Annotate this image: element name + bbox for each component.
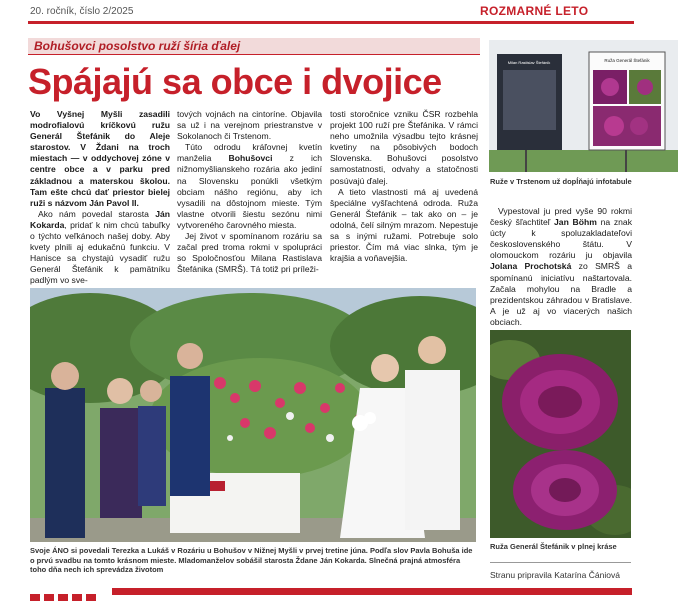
wedding-photo bbox=[30, 288, 476, 542]
divider bbox=[490, 562, 631, 563]
infoboard-photo bbox=[489, 40, 678, 172]
paragraph: A tieto vlastnosti má aj uvedená špeciálne vyšľachtená odroda. Ruža Generál Štefánik – tak ako on – je odolná, čelí silným mrazom. Nepestuje sa s inými ružami. Potrebuje solo priestor. Čím má viac slnka, tým je krajšia a voňavejšia. bbox=[330, 186, 478, 264]
rose-photo bbox=[490, 330, 631, 538]
headline: Spájajú sa obce i dvojice bbox=[28, 61, 442, 102]
article-column-3 bbox=[330, 109, 478, 264]
kicker-text: Bohušovci posolstvo ruží šíria ďalej bbox=[34, 39, 241, 53]
wedding-photo-caption: Svoje ÁNO si povedali Terezka a Lukáš v Rozáriu u Bohušov v Nižnej Myšli v prvej tretine júna. Podľa slov Pavla Bohuša ide o prvú svadbu na tomto krásnom mieste. Mladomanželov sobášil starosta Ždane Ján Kokarda. Slnečná prajná atmosféra toho dňa nech ich sprevádza životom bbox=[30, 546, 473, 575]
paragraph: Ako nám povedal starosta Ján Kokarda, pridať k nim chcú tabuľky o týchto veľkánoch našej doby. Aby kvety plnili aj edukačnú funkciu. V Hanisce sa chystajú vysadiť ružu Generál Štefánik k pamätníku padlým vo sve- bbox=[30, 208, 170, 286]
infoboard-photo-caption: Ruže v Trstenom už dopĺňajú infotabule bbox=[490, 177, 632, 186]
footer-stripes bbox=[30, 588, 632, 595]
page-credit: Stranu pripravila Katarína Čániová bbox=[490, 570, 620, 580]
paragraph: tových vojnách na cintoríne. Objavila sa už i na verejnom priestranstve v Sokolanoch či Trstenom. bbox=[177, 109, 322, 142]
article-column-4 bbox=[490, 206, 632, 328]
paragraph: Túto odrodu kráľovnej kvetín manželia Bohušovci z ich nižnomyšlianskeho rozária ako jediní na Slovensku ponúkli všetkým obciam nášho regiónu, aby ich vysadili na dôstojnom mieste. Tým vlastne otvorili šiestu sezónu nimi vytvoreného čarovného miesta. bbox=[177, 142, 323, 230]
article-column-1 bbox=[30, 109, 170, 287]
board-title-2: Ruža Generál Štefánik bbox=[604, 58, 650, 63]
lead-paragraph: Vo Vyšnej Myšli zasadili modrofialovú kríčkovú ružu Generál Štefánik do Aleje starostov. V Ždani na troch miestach — v oddychovej zóne v centre obce a v parku pred základnou a materskou školou. Tam ešte chcú dať priestor bielej ruži s názvom Ján Pavol II. bbox=[30, 109, 170, 208]
paragraph: Vypestoval ju pred vyše 90 rokmi český šľachtiteľ Jan Böhm na znak úcty k spoluzakladateľovi československého štátu. V olomouckom rozáriu ju objavila Jolana Prochotská zo SMRŠ a spomínanú iniciatívu naštartovala. Začala mohylou na Bradle a prezidentskou záhradou v Bratislave. A je už aj vo viacerých našich obciach. bbox=[490, 206, 632, 327]
section-title: ROZMARNÉ LETO bbox=[480, 4, 589, 18]
board-title-1: Milan Rastislav Štefánik bbox=[507, 60, 551, 65]
issue-number: 20. ročník, číslo 2/2025 bbox=[30, 6, 134, 17]
kicker-bar bbox=[28, 38, 480, 55]
header-rule bbox=[28, 21, 634, 24]
paragraph: tosti storočnice vzniku ČSR rozbehla projekt 100 ruží pre Štefánika. V rámci neho umožnila výsadbu tejto krásnej kvetiny na pôsobivých bodoch Slovenska. Bohušovci posolstvo samostatnosti, odvahy a statočnosti posúvajú ďalej. bbox=[330, 109, 478, 186]
article-column-2 bbox=[177, 109, 322, 275]
paragraph: Jej život v spomínanom rozáriu sa začal pred troma rokmi v spolupráci so Spoločnosťou Milana Rastislava Štefánika (SMRŠ). Tá totiž pri príleži- bbox=[177, 231, 322, 275]
rose-photo-caption: Ruža Generál Štefánik v plnej kráse bbox=[490, 542, 617, 551]
